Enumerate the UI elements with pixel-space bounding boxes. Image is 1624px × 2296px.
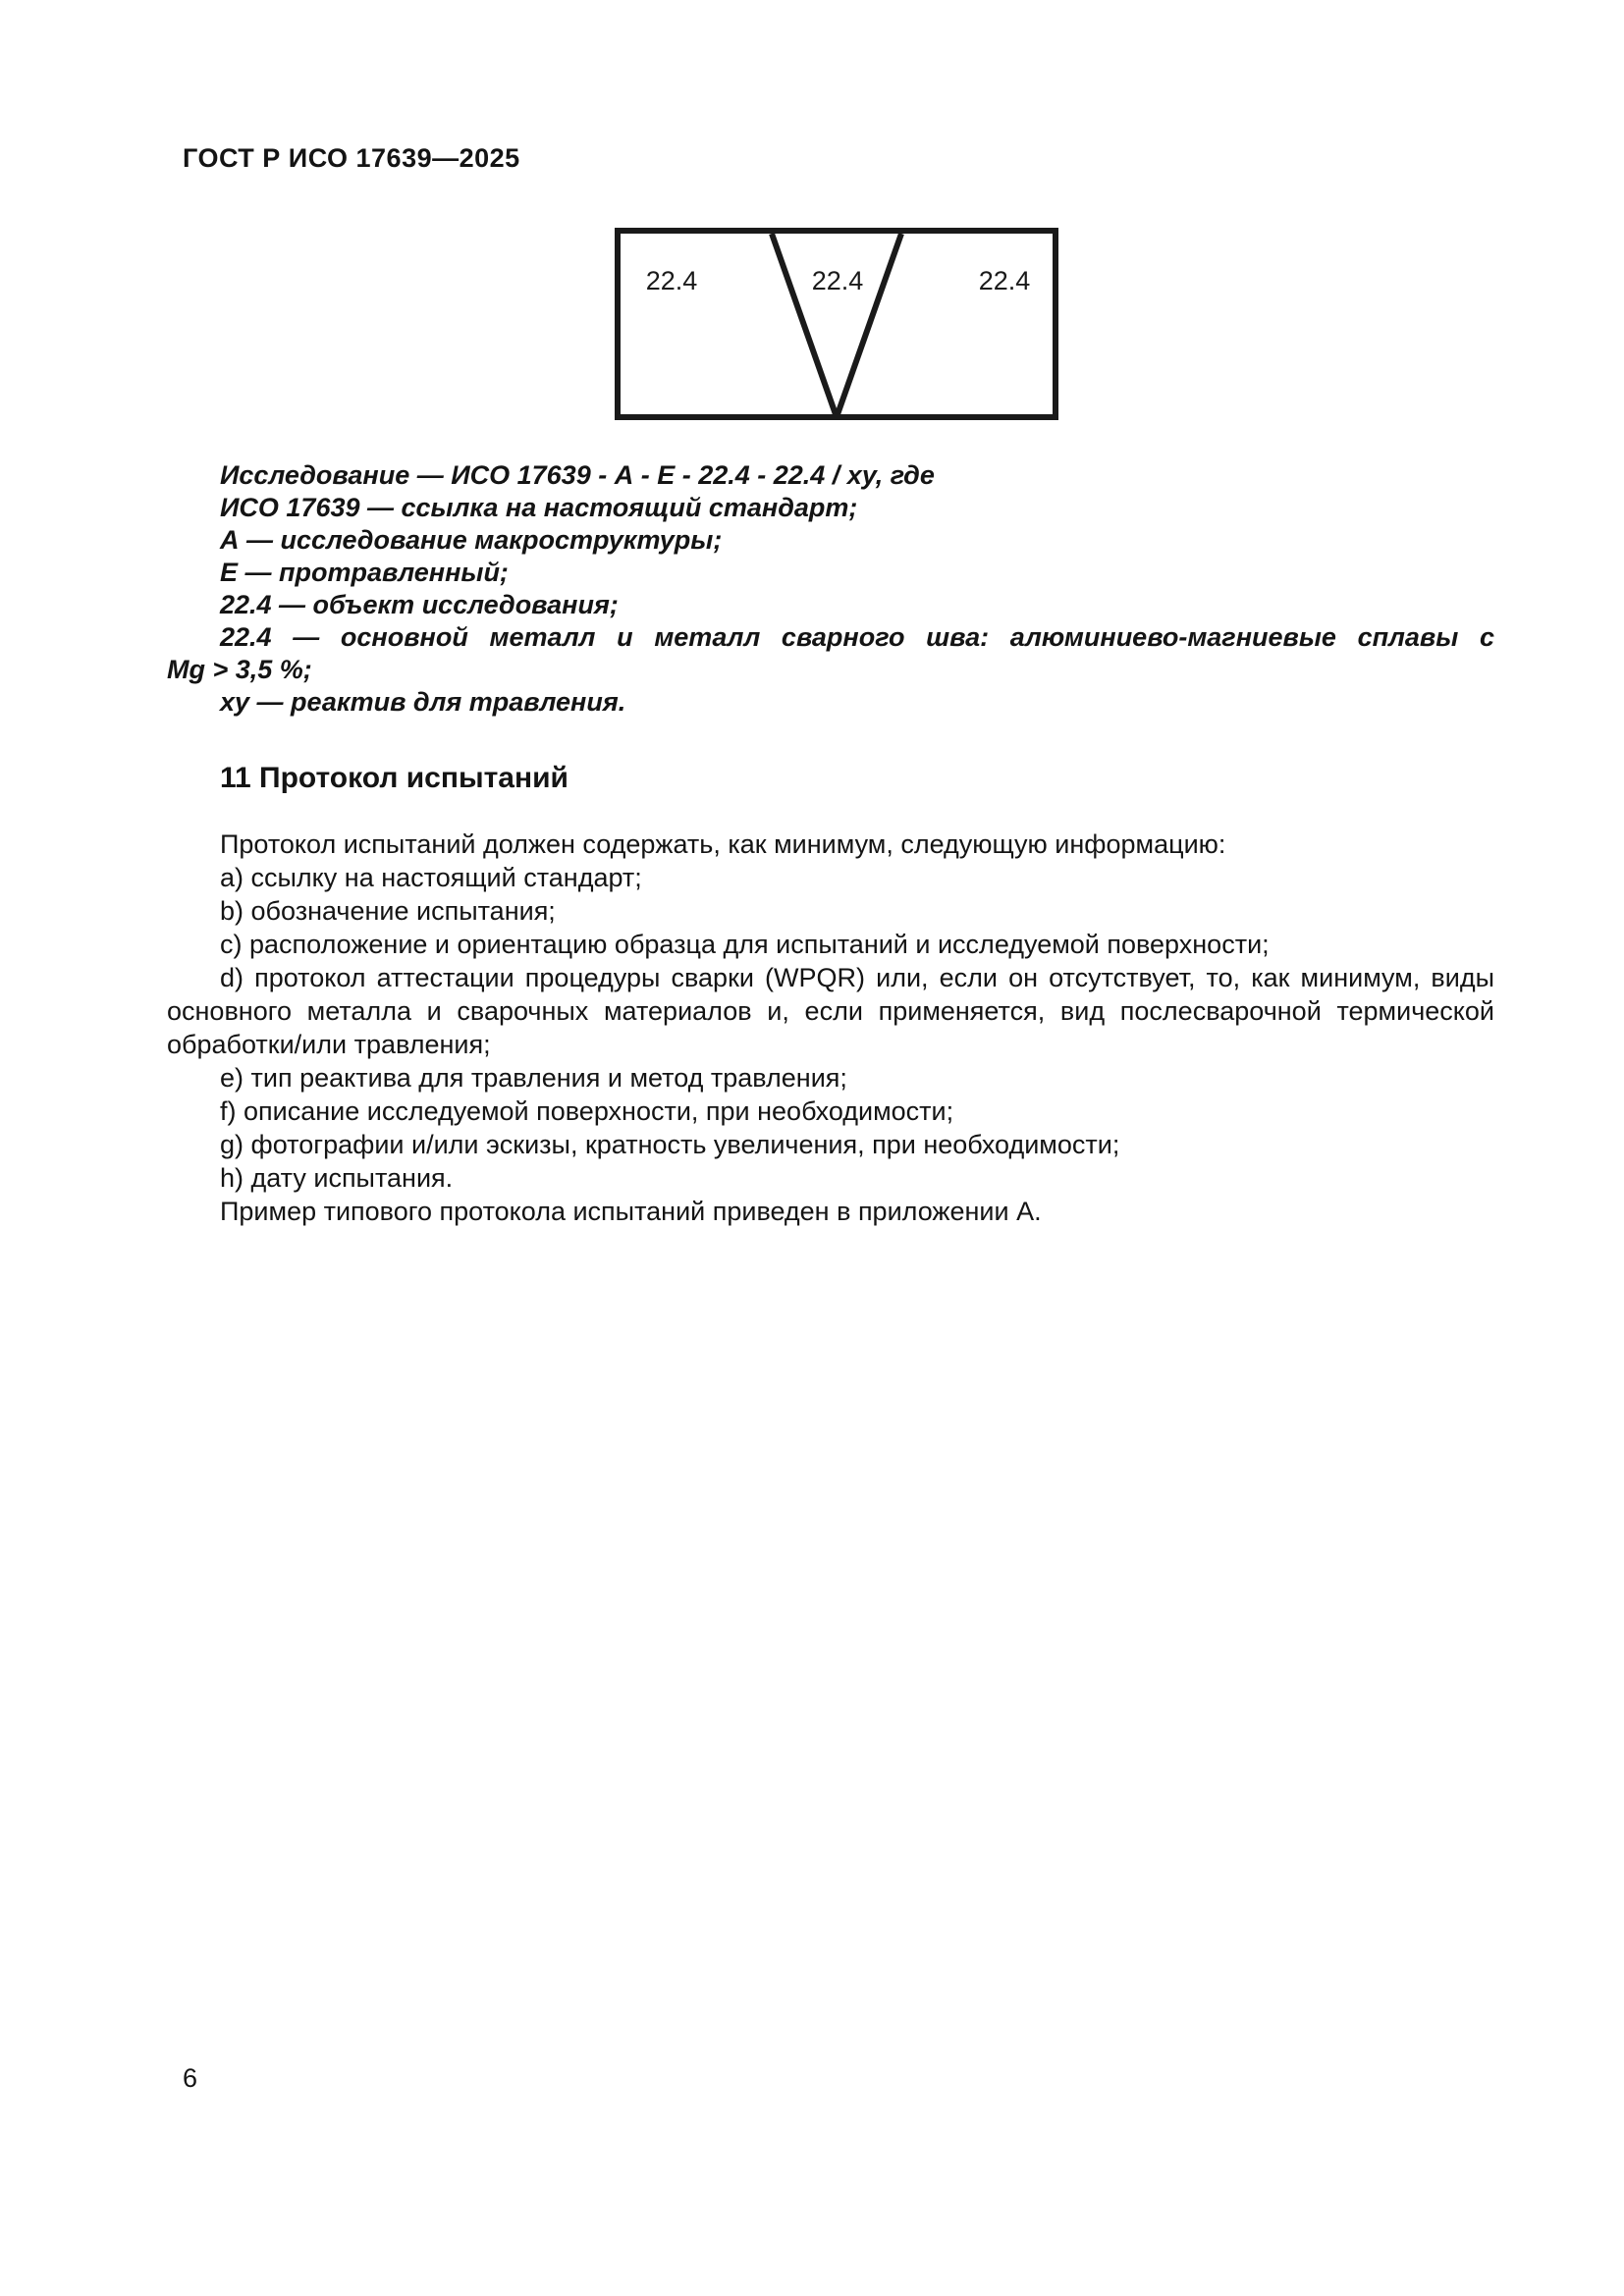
list-item-g: g) фотографии и/или эскизы, кратность увеличения, при необходимости; [220, 1130, 1120, 1159]
list-item-d-continued: основного металла и сварочных материалов и, если применяется, вид послесварочной термической [167, 996, 1494, 1026]
designation-legend [167, 459, 1494, 719]
list-item-b: b) обозначение испытания; [220, 896, 556, 926]
weld-groove-left-line [772, 234, 837, 417]
designation-line: Е — протравленный; [220, 558, 509, 587]
designation-line: 22.4 — основной металл и металл сварного шва: алюминиево-магниевые сплавы с [220, 622, 1494, 652]
weld-joint-figure [615, 228, 1058, 425]
page-number: 6 [183, 2063, 198, 2093]
weld-joint-figure-svg [615, 228, 1058, 420]
designation-line: ху — реактив для травления. [220, 687, 626, 717]
designation-line: Mg > 3,5 %; [167, 655, 312, 684]
body-line: Протокол испытаний должен содержать, как минимум, следующую информацию: [220, 829, 1226, 859]
list-item-h: h) дату испытания. [220, 1163, 454, 1193]
body-closing-line: Пример типового протокола испытаний приведен в приложении А. [220, 1197, 1042, 1226]
figure-label-left: 22.4 [645, 266, 698, 295]
list-item-d: d) протокол аттестации процедуры сварки (WPQR) или, если он отсутствует, то, как минимум, виды [220, 963, 1494, 992]
list-item-e: e) тип реактива для травления и метод травления; [220, 1063, 847, 1093]
weld-groove-right-line [837, 234, 901, 417]
list-item-d-continued: обработки/или травления; [167, 1030, 491, 1059]
section-11-body [167, 828, 1494, 1228]
designation-line: ИСО 17639 — ссылка на настоящий стандарт; [220, 493, 858, 522]
figure-label-center: 22.4 [811, 266, 864, 295]
specimen-outline-rect [618, 231, 1056, 417]
list-item-c: c) расположение и ориентацию образца для испытаний и исследуемой поверхности; [220, 930, 1270, 959]
section-11-heading: 11 Протокол испытаний [220, 762, 568, 794]
figure-label-right: 22.4 [978, 266, 1031, 295]
document-standard-number: ГОСТ Р ИСО 17639—2025 [183, 143, 520, 173]
designation-line: Исследование — ИСО 17639 - А - Е - 22.4 - 22.4 / ху, где [220, 460, 935, 490]
list-item-a: a) ссылку на настоящий стандарт; [220, 863, 642, 892]
designation-line: А — исследование макроструктуры; [220, 525, 723, 555]
list-item-f: f) описание исследуемой поверхности, при необходимости; [220, 1096, 954, 1126]
designation-line: 22.4 — объект исследования; [220, 590, 619, 619]
